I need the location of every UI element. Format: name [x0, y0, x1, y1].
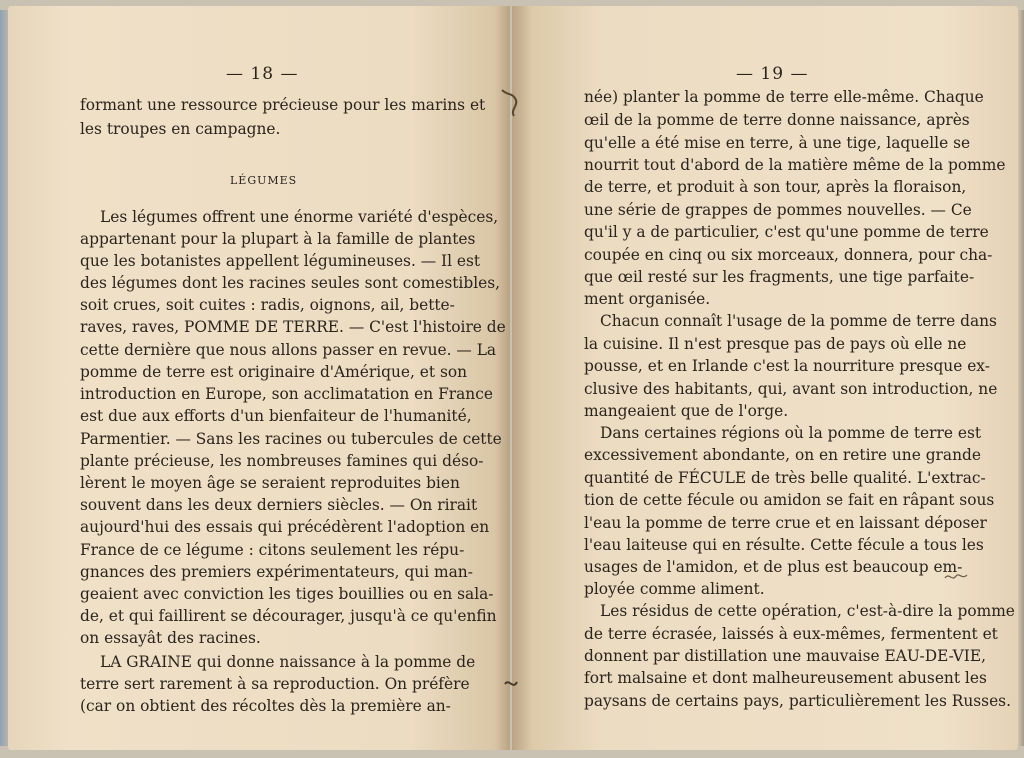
left-page — [8, 6, 510, 750]
text-line: clusive des habitants, qui, avant son introduction, ne — [584, 380, 998, 398]
text-line: qu'elle a été mise en terre, à une tige, laquelle se — [584, 134, 971, 152]
text-line: que œil resté sur les fragments, une tige parfaite- — [584, 268, 975, 286]
text-line: les troupes en campagne. — [80, 120, 281, 138]
text-line: France de ce légume : citons seulement les répu- — [80, 541, 465, 559]
text-line: aujourd'hui des essais qui précédèrent l'adoption en — [80, 518, 490, 536]
text-line: l'eau laiteuse qui en résulte. Cette fécule a tous les — [584, 536, 984, 554]
text-line: plante précieuse, les nombreuses famines qui déso- — [80, 452, 484, 470]
text-line: usages de l'amidon, et de plus est beaucoup em- — [584, 558, 963, 576]
text-line: de terre, et produit à son tour, après la floraison, — [584, 178, 967, 196]
text-line: Dans certaines régions où la pomme de terre est — [600, 424, 982, 442]
text-line: est due aux efforts d'un bienfaiteur de l'humanité, — [80, 407, 472, 425]
text-line: ployée comme aliment. — [584, 580, 765, 598]
text-line: fort malsaine et dont malheureusement abusent les — [584, 669, 987, 687]
text-line: quantité de FÉCULE de très belle qualité. L'extrac- — [584, 469, 986, 487]
text-line: paysans de certains pays, particulièrement les Russes. — [584, 692, 1011, 710]
binding-thread-icon — [498, 86, 522, 120]
text-line: formant une ressource précieuse pour les marins et — [80, 96, 486, 114]
text-line: raves, raves, POMME DE TERRE. — C'est l'histoire de — [80, 318, 506, 336]
text-line: Les légumes offrent une énorme variété d'espèces, — [100, 208, 499, 226]
text-line: souvent dans les deux derniers siècles. — On rirait — [80, 496, 478, 514]
text-line: Les résidus de cette opération, c'est-à-dire la pomme — [600, 602, 1015, 620]
text-line: excessivement abondante, on en retire une grande — [584, 446, 981, 464]
section-heading: LÉGUMES — [230, 174, 298, 187]
text-line: Parmentier. — Sans les racines ou tubercules de cette — [80, 430, 502, 448]
book-edge-right — [1017, 10, 1024, 746]
text-line: pomme de terre est originaire d'Amérique, et son — [80, 363, 468, 381]
text-line: introduction en Europe, son acclimatation en France — [80, 385, 493, 403]
text-line: gnances des premiers expérimentateurs, qui man- — [80, 563, 473, 581]
text-line: terre sert rarement à sa reproduction. On préfère — [80, 675, 470, 693]
right-page — [512, 6, 1018, 750]
text-line: une série de grappes de pommes nouvelles. — Ce — [584, 201, 972, 219]
text-line: qu'il y a de particulier, c'est qu'une pomme de terre — [584, 223, 989, 241]
text-line: mangeaient que de l'orge. — [584, 402, 789, 420]
text-line: coupée en cinq ou six morceaux, donnera, pour cha- — [584, 246, 993, 264]
text-line: tion de cette fécule ou amidon se fait en râpant sous — [584, 491, 995, 509]
text-line: geaient avec conviction les tiges bouillies ou en sala- — [80, 585, 494, 603]
text-line: pousse, et en Irlande c'est la nourriture presque ex- — [584, 357, 990, 375]
text-line: de terre écrasée, laissés à eux-mêmes, fermentent et — [584, 625, 998, 643]
text-line: née) planter la pomme de terre elle-même. Chaque — [584, 88, 984, 106]
text-line: la cuisine. Il n'est presque pas de pays où elle ne — [584, 335, 967, 353]
page-number-right: — 19 — — [736, 64, 809, 84]
text-line: on essayât des racines. — [80, 629, 261, 647]
text-line: nourrit tout d'abord de la matière même de la pomme — [584, 156, 1006, 174]
text-line: lèrent le moyen âge se seraient reproduites bien — [80, 474, 460, 492]
binding-thread-icon — [503, 676, 519, 694]
text-line: œil de la pomme de terre donne naissance, après — [584, 111, 970, 129]
text-line: des légumes dont les racines seules sont comestibles, — [80, 274, 501, 292]
text-line: appartenant pour la plupart à la famille de plantes — [80, 230, 476, 248]
text-line: que les botanistes appellent légumineuses. — Il est — [80, 252, 481, 270]
page-number-left: — 18 — — [226, 64, 299, 84]
text-line: ment organisée. — [584, 290, 711, 308]
pencil-mark-icon — [944, 570, 968, 582]
text-line: Chacun connaît l'usage de la pomme de terre dans — [600, 312, 997, 330]
text-line: (car on obtient des récoltes dès la première an- — [80, 697, 451, 715]
text-line: cette dernière que nous allons passer en revue. — La — [80, 341, 497, 359]
text-line: LA GRAINE qui donne naissance à la pomme de — [100, 653, 476, 671]
text-line: de, et qui faillirent se décourager, jusqu'à ce qu'enfin — [80, 607, 497, 625]
text-line: soit crues, soit cuites : radis, oignons, ail, bette- — [80, 296, 455, 314]
text-line: l'eau la pomme de terre crue et en laissant déposer — [584, 514, 987, 532]
text-line: donnent par distillation une mauvaise EAU-DE-VIE, — [584, 647, 987, 665]
